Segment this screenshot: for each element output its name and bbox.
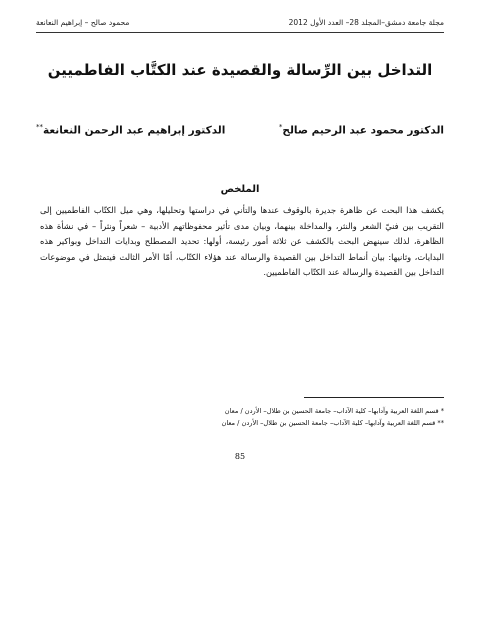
article-title: التداخل بين الرِّسالة والقصيدة عند الكتَّاب الفاطميين: [47, 61, 433, 79]
author-1-mark: *: [278, 123, 283, 131]
abstract-heading: الملخص: [220, 184, 260, 195]
running-header: [36, 14, 444, 30]
footnote-2: ** قسم اللغة العربية وآدابها– كلية الآداب– جامعة الحسين بن طلال– الأردن / معان: [221, 419, 444, 427]
header-rule: [36, 32, 444, 33]
author-2: [36, 123, 225, 137]
author-2-mark: **: [36, 123, 43, 131]
abstract-text: يكشف هذا البحث عن ظاهرة جديرة بالوقوف عندها والتأني في دراستها وتحليلها، وهي ميل الكتّاب الفاطميين إلى التقريب بين فنيّ الشعر والنثر، والمداخلة بينهما، وبيان مدى تأثير محفوظاتهم الأدبية – شعراً ونثراً – في نشأة هذه الظاهرة، لذلك سينهض البحث بالكشف عن ثلاثة أمور رئيسة، أولها: تحديد المصطلح وبدايات التداخل وبواكير هذه البدايات، وثانيها: بيان أنماط التداخل بين القصيدة والرسالة عند هؤلاء الكتّاب، أمّا الأمر الثالث فيتمثل في موضوعات التداخل بين القصيدة والرسالة عند الكتّاب الفاطميين.: [40, 205, 444, 278]
running-header-journal: مجلة جامعة دمشق–المجلد 28– العدد الأول 2012: [288, 17, 444, 27]
footnote-rule: [304, 397, 444, 398]
author-1: [279, 123, 444, 137]
author-2-name: الدكتور إبراهيم عبد الرحمن النعانعة: [43, 124, 226, 137]
author-line: [36, 123, 444, 137]
footnotes: [36, 405, 444, 429]
abstract-body: [40, 203, 444, 281]
author-1-name: الدكتور محمود عبد الرحيم صالح: [282, 124, 444, 137]
page-number: 85: [234, 452, 246, 461]
running-header-authors: محمود صالح – إبراهيم النعانعة: [36, 17, 130, 27]
footnote-1: * قسم اللغة العربية وآدابها– كلية الآداب– جامعة الحسين بن طلال– الأردن / معان: [224, 407, 444, 415]
